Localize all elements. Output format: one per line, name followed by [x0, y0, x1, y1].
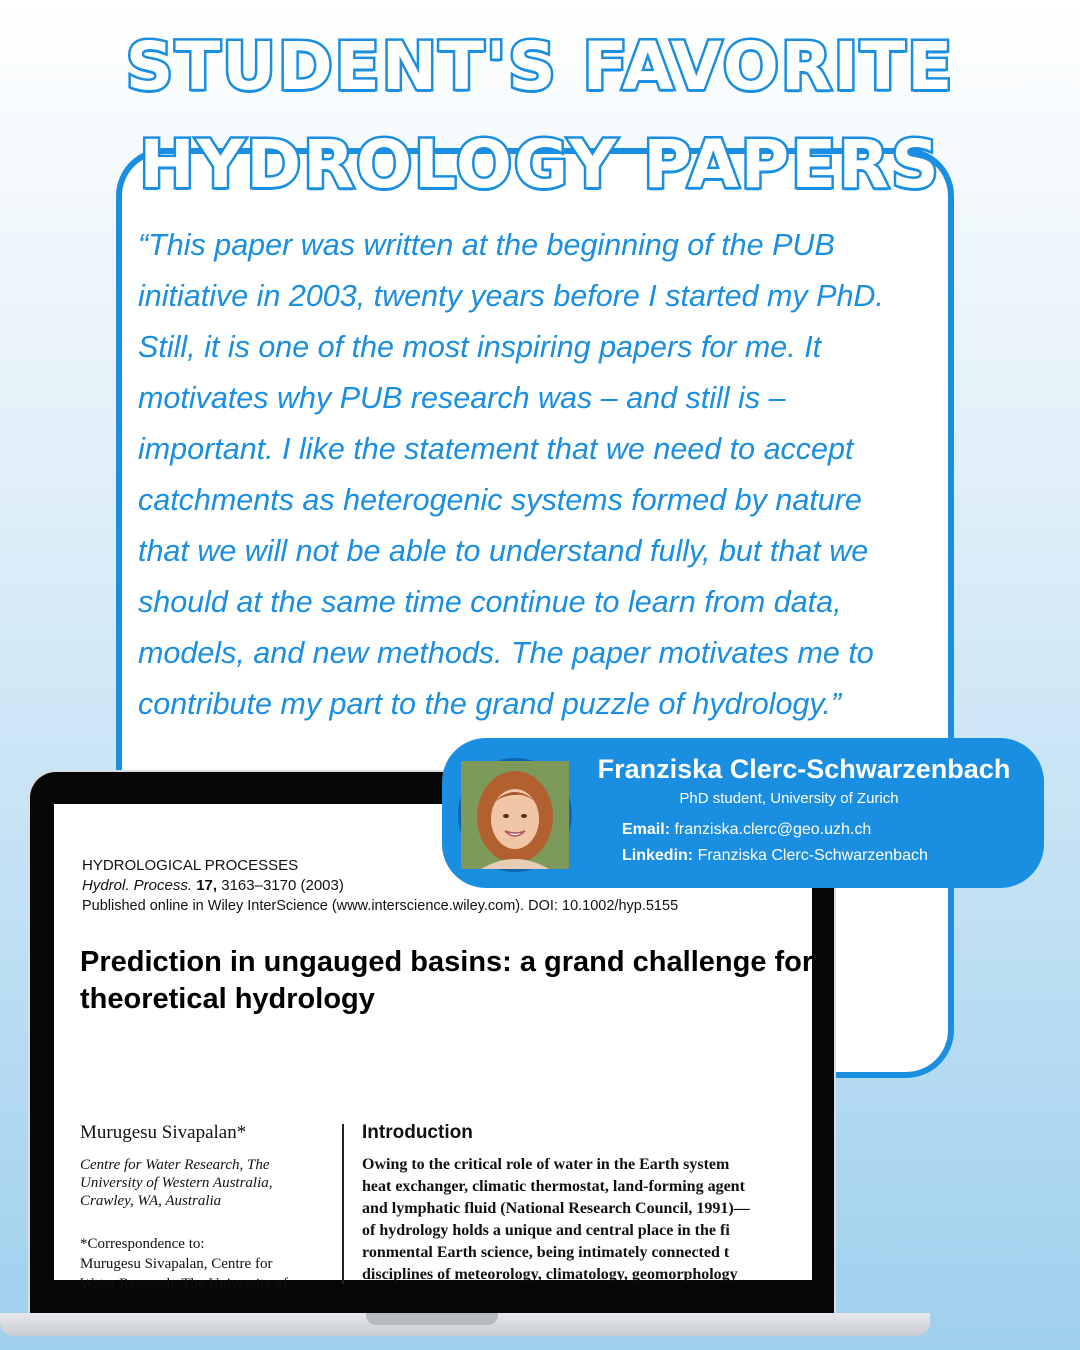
quote-line: motivates why PUB research was – and still is – [138, 381, 786, 415]
email-value[interactable]: franziska.clerc@geo.uzh.ch [674, 821, 872, 838]
quote-line: initiative in 2003, twenty years before I started my PhD. [138, 279, 884, 313]
email-label: Email: [622, 821, 671, 838]
quote-line: “This paper was written at the beginning of the PUB [138, 228, 835, 262]
affiliation-line: University of Western Australia, [80, 1175, 273, 1191]
student-badge [442, 738, 1044, 888]
paper-title [80, 944, 840, 1018]
journal-name: HYDROLOGICAL PROCESSES [82, 857, 299, 874]
paper-published-line: Published online in Wiley InterScience (www.interscience.wiley.com). DOI: 10.1002/hyp.5155 [82, 898, 679, 914]
column-divider [342, 1124, 344, 1284]
page-title-line-2: HYDROLOGY PAPERS [139, 126, 941, 203]
quote-line: Still, it is one of the most inspiring papers for me. It [138, 330, 822, 364]
intro-line: Owing to the critical role of water in the Earth system [362, 1156, 730, 1173]
intro-line: ronmental Earth science, being intimately connected t [362, 1244, 730, 1261]
student-email [622, 821, 871, 839]
linkedin-value[interactable]: Franziska Clerc-Schwarzenbach [697, 847, 928, 864]
student-linkedin [622, 847, 928, 865]
intro-line: disciplines of meteorology, climatology, geomorphology [362, 1266, 738, 1283]
citation-volume: 17, [196, 877, 218, 894]
paper-affiliation [80, 1156, 330, 1210]
quote-line: important. I like the statement that we need to accept [138, 432, 854, 466]
paper-title-line: theoretical hydrology [80, 983, 375, 1015]
quote-line: contribute my part to the grand puzzle of hydrology.” [138, 687, 842, 721]
intro-text [362, 1154, 822, 1286]
paper-correspondence [80, 1234, 330, 1294]
affiliation-line: Centre for Water Research, The [80, 1157, 270, 1173]
paper-title-line: Prediction in ungauged basins: a grand challenge for [80, 946, 814, 978]
intro-line: and lymphatic fluid (National Research Council, 1991)— [362, 1200, 750, 1217]
intro-heading: Introduction [362, 1122, 473, 1143]
intro-line: heat exchanger, climatic thermostat, land-forming agent [362, 1178, 745, 1195]
person-photo-icon [461, 761, 569, 869]
correspondence-line: Water Research, The University of [80, 1276, 289, 1292]
student-quote [138, 220, 948, 730]
paper-author: Murugesu Sivapalan* [80, 1122, 247, 1143]
student-role: PhD student, University of Zurich [679, 790, 899, 807]
student-name: Franziska Clerc-Schwarzenbach [597, 754, 1011, 784]
linkedin-label: Linkedin: [622, 847, 694, 864]
page-title-line-1: STUDENT'S FAVORITE [125, 28, 955, 105]
citation-journal: Hydrol. Process. [82, 877, 193, 894]
correspondence-line: *Correspondence to: [80, 1236, 205, 1252]
intro-line: of hydrology holds a unique and central place in the fi [362, 1222, 730, 1239]
laptop-notch [366, 1313, 498, 1325]
quote-line: should at the same time continue to learn from data, [138, 585, 842, 619]
laptop-base [0, 1313, 930, 1336]
quote-line: models, and new methods. The paper motivates me to [138, 636, 874, 670]
correspondence-line: Murugesu Sivapalan, Centre for [80, 1256, 273, 1272]
affiliation-line: Crawley, WA, Australia [80, 1193, 222, 1209]
avatar [458, 758, 572, 872]
citation-pages: 3163–3170 (2003) [221, 877, 344, 894]
quote-line: catchments as heterogenic systems formed by nature [138, 483, 862, 517]
quote-line: that we will not be able to understand fully, but that we [138, 534, 869, 568]
